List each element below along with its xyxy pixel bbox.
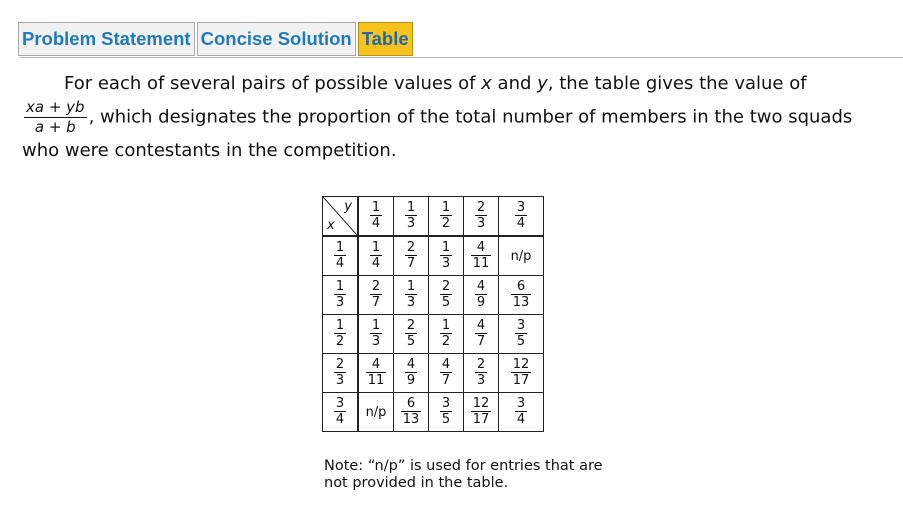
fraction-numerator: 4 (471, 241, 492, 256)
cell-value (401, 397, 422, 426)
x-value (334, 319, 346, 348)
tab-concise-solution[interactable]: Concise Solution (197, 22, 356, 56)
y-value (515, 201, 527, 230)
fraction-numerator: 1 (441, 318, 451, 333)
table-header-row (323, 197, 544, 237)
fraction-numerator: 6 (401, 397, 422, 412)
y-value (370, 201, 382, 230)
cell-value (475, 280, 487, 309)
x-header-cell (323, 315, 359, 354)
table-row (323, 276, 544, 315)
fraction-denominator: 13 (512, 295, 530, 310)
fraction-denominator: 4 (371, 216, 381, 231)
fraction-numerator: 1 (335, 318, 345, 333)
table-row (323, 315, 544, 354)
fraction-denominator: 13 (402, 412, 420, 427)
y-header-cell (464, 197, 499, 237)
cell-value (440, 319, 452, 348)
tab-divider (20, 57, 903, 58)
y-value (405, 201, 417, 230)
corner-x-label: x (327, 218, 335, 233)
cell-value (405, 358, 417, 387)
cell-value (475, 358, 487, 387)
y-header-cell (429, 197, 464, 237)
fraction-numerator: 4 (476, 318, 486, 333)
table-cell (464, 236, 499, 276)
fraction-numerator: 4 (366, 358, 387, 373)
cell-value (511, 280, 532, 309)
fraction-numerator: 6 (511, 280, 532, 295)
proportion-fraction (24, 100, 87, 135)
fraction-denominator: 11 (472, 256, 490, 271)
paragraph-text-1: For each of several pairs of possible values of (64, 73, 482, 94)
fraction-denominator: 2 (441, 334, 451, 349)
fraction-numerator: 2 (441, 279, 451, 294)
table-cell (429, 354, 464, 393)
fraction-denominator: 7 (371, 295, 381, 310)
fraction-numerator: 4 (476, 279, 486, 294)
table-cell (499, 354, 544, 393)
corner-y-label: y (344, 199, 352, 214)
table-cell (358, 393, 394, 432)
table-cell (499, 393, 544, 432)
fraction-numerator: 2 (406, 318, 416, 333)
fraction-denominator: 5 (516, 334, 526, 349)
fraction-denominator: 7 (476, 334, 486, 349)
fraction-denominator: 3 (406, 216, 416, 231)
variable-y: y (537, 73, 548, 94)
table-cell (394, 393, 429, 432)
fraction-denominator: 9 (476, 295, 486, 310)
cell-value (515, 319, 527, 348)
fraction-numerator: 12 (512, 357, 530, 372)
cell-value (370, 280, 382, 309)
cell-value (405, 319, 417, 348)
fraction-numerator: 3 (516, 200, 526, 215)
fraction-numerator: 12 (472, 396, 490, 411)
proportion-table (322, 196, 544, 432)
cell-value (440, 397, 452, 426)
fraction-numerator: xa + yb (26, 98, 85, 116)
fraction-denominator: 3 (371, 334, 381, 349)
fraction-denominator: 2 (335, 334, 345, 349)
fraction-numerator: 4 (406, 357, 416, 372)
fraction-denominator: 3 (406, 295, 416, 310)
tab-bar (18, 22, 415, 56)
fraction-numerator: 1 (371, 240, 381, 255)
fraction-denominator: 17 (512, 373, 530, 388)
cell-value (370, 241, 382, 270)
fraction-numerator: 3 (335, 396, 345, 411)
cell-value (440, 358, 452, 387)
x-value (334, 241, 346, 270)
fraction-numerator: 2 (406, 240, 416, 255)
cell-value (511, 358, 532, 387)
fraction-numerator: 2 (335, 357, 345, 372)
table-cell (394, 354, 429, 393)
y-header-cell (394, 197, 429, 237)
fraction-numerator: 1 (441, 200, 451, 215)
fraction-denominator: 4 (516, 412, 526, 427)
cell-value: n/p (365, 404, 387, 420)
table-cell (499, 276, 544, 315)
fraction-denominator: 2 (441, 216, 451, 231)
fraction-numerator: 1 (406, 279, 416, 294)
fraction-denominator: 5 (406, 334, 416, 349)
table-cell (358, 276, 394, 315)
problem-paragraph (22, 68, 882, 167)
x-header-cell (323, 276, 359, 315)
table-cell (358, 354, 394, 393)
table-cell (429, 236, 464, 276)
fraction-denominator: 4 (516, 216, 526, 231)
fraction-denominator: 7 (441, 373, 451, 388)
fraction-denominator: 17 (472, 412, 490, 427)
fraction-numerator: 1 (371, 318, 381, 333)
table-cell (429, 276, 464, 315)
fraction-denominator: 3 (476, 373, 486, 388)
fraction-numerator: 3 (516, 318, 526, 333)
fraction-denominator: 4 (335, 256, 345, 271)
cell-value (370, 319, 382, 348)
tab-problem-statement[interactable]: Problem Statement (18, 22, 195, 56)
corner-cell (323, 197, 359, 237)
fraction-numerator: 2 (476, 357, 486, 372)
fraction-denominator: 11 (367, 373, 385, 388)
fraction-denominator: 7 (406, 256, 416, 271)
table-cell (464, 393, 499, 432)
fraction-denominator: 5 (441, 295, 451, 310)
fraction-denominator: 3 (335, 295, 345, 310)
y-value (440, 201, 452, 230)
table-cell (358, 236, 394, 276)
table-cell (429, 393, 464, 432)
fraction-denominator: 4 (335, 412, 345, 427)
paragraph-text-3: , which designates the proportion of the total number of members in the two squads who were contestants in the competition. (22, 106, 853, 161)
y-header-cell (358, 197, 394, 237)
paragraph-and: and (491, 73, 538, 94)
fraction-numerator: 1 (441, 240, 451, 255)
cell-value (475, 319, 487, 348)
variable-x: x (481, 73, 492, 94)
x-value (334, 280, 346, 309)
fraction-numerator: 4 (441, 357, 451, 372)
x-header-cell (323, 393, 359, 432)
table-row (323, 354, 544, 393)
fraction-denominator: 9 (406, 373, 416, 388)
table-cell (464, 354, 499, 393)
x-value (334, 358, 346, 387)
table-cell (499, 236, 544, 276)
table-cell (394, 315, 429, 354)
paragraph-text-2: , the table gives the value of (547, 73, 807, 94)
fraction-numerator: 1 (335, 240, 345, 255)
table-cell (394, 276, 429, 315)
x-header-cell (323, 236, 359, 276)
cell-value (405, 241, 417, 270)
cell-value (440, 280, 452, 309)
fraction-numerator: 1 (406, 200, 416, 215)
x-value (334, 397, 346, 426)
fraction-numerator: 2 (371, 279, 381, 294)
cell-value (366, 358, 387, 387)
fraction-numerator: 3 (441, 396, 451, 411)
table-cell (464, 276, 499, 315)
y-value (475, 201, 487, 230)
fraction-denominator: 3 (476, 216, 486, 231)
table-row (323, 393, 544, 432)
table-cell (464, 315, 499, 354)
y-header-cell (499, 197, 544, 237)
table-cell (394, 236, 429, 276)
fraction-numerator: 3 (516, 396, 526, 411)
fraction-numerator: 1 (335, 279, 345, 294)
cell-value (515, 397, 527, 426)
fraction-denominator: 3 (335, 373, 345, 388)
table-row (323, 236, 544, 276)
cell-value (405, 280, 417, 309)
fraction-numerator: 2 (476, 200, 486, 215)
table-note: Note: “n/p” is used for entries that are not provided in the table. (324, 458, 603, 491)
fraction-denominator: 5 (441, 412, 451, 427)
fraction-denominator: 3 (441, 256, 451, 271)
tab-table[interactable]: Table (358, 22, 413, 56)
cell-value: n/p (510, 248, 532, 264)
fraction-denominator: a + b (34, 118, 76, 136)
fraction-denominator: 4 (371, 256, 381, 271)
table-cell (499, 315, 544, 354)
cell-value (440, 241, 452, 270)
fraction-numerator: 1 (371, 200, 381, 215)
table-cell (429, 315, 464, 354)
cell-value (471, 241, 492, 270)
table-cell (358, 315, 394, 354)
cell-value (471, 397, 492, 426)
x-header-cell (323, 354, 359, 393)
